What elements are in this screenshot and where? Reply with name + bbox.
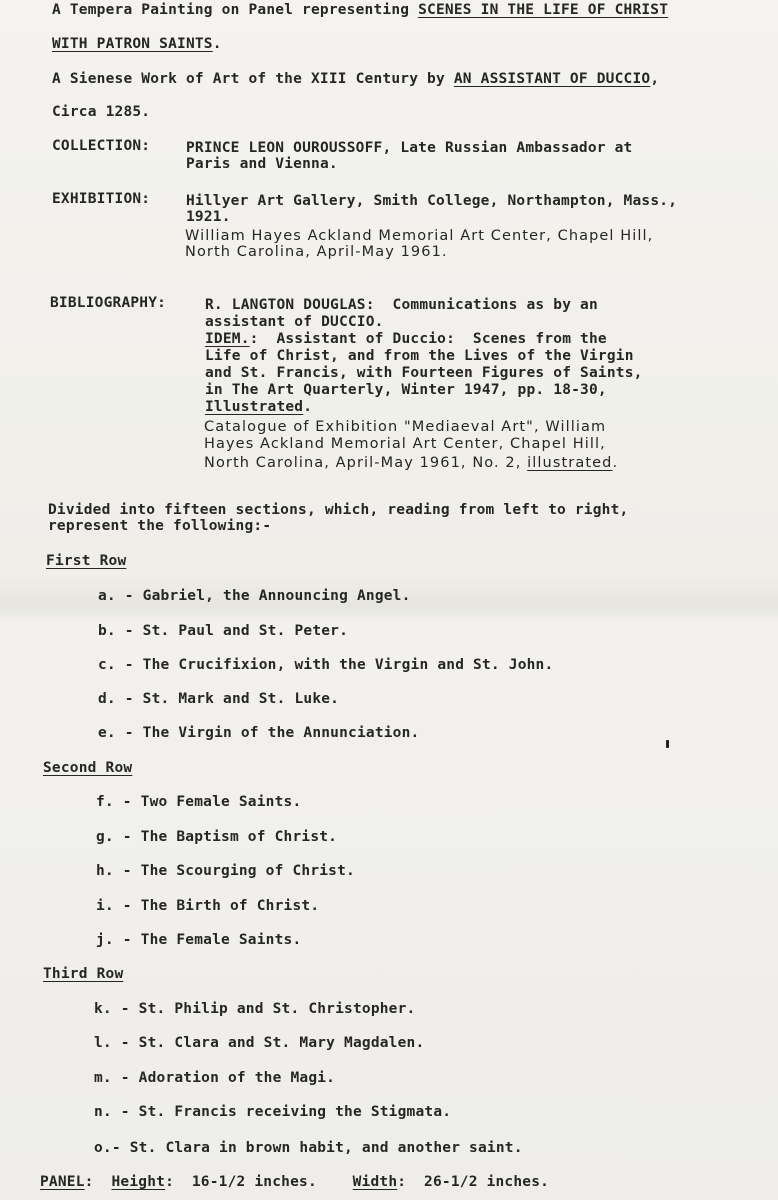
width-label: Width [352,1174,398,1190]
intro-line: represent the following:- [48,518,272,534]
header-line-2: WITH PATRON SAINTS. [52,36,222,52]
exhibition-label: EXHIBITION: [52,191,151,207]
painting-title-continued: WITH PATRON SAINTS [52,36,213,52]
row-heading: Second Row [43,760,133,776]
list-item: e. - The Virgin of the Annunciation. [98,725,420,741]
list-item: c. - The Crucifixion, with the Virgin and St. John. [98,657,554,673]
list-item: d. - St. Mark and St. Luke. [98,691,340,707]
list-item: i. - The Birth of Christ. [96,898,320,914]
header-line-3: A Sienese Work of Art of the XIII Century by AN ASSISTANT OF DUCCIO, [52,71,660,87]
bibliography-line: Life of Christ, and from the Lives of the Virgin [205,348,634,364]
exhibition-line: North Carolina, April-May 1961. [185,244,448,260]
exhibition-line: William Hayes Ackland Memorial Art Center, Chapel Hill, [185,228,654,244]
panel-label: PANEL [40,1174,85,1190]
intro-line: Divided into fifteen sections, which, reading from left to right, [48,502,629,518]
painting-title: SCENES IN THE LIFE OF CHRIST [418,2,669,18]
bibliography-line: North Carolina, April-May 1961, No. 2, illustrated. [204,455,619,471]
bibliography-line: assistant of DUCCIO. [205,314,384,330]
exhibition-line: 1921. [186,209,231,225]
collection-line: PRINCE LEON OUROUSSOFF, Late Russian Ambassador at [186,140,633,156]
list-item: h. - The Scourging of Christ. [96,863,355,879]
row-heading: Third Row [43,966,124,982]
panel-dimensions: PANEL: Height: 16-1/2 inches. Width: 26-1/2 inches. [40,1174,550,1190]
list-item: f. - Two Female Saints. [96,794,302,810]
list-item: n. - St. Francis receiving the Stigmata. [94,1104,452,1120]
list-item: j. - The Female Saints. [96,932,302,948]
bibliography-line: Illustrated. [205,399,313,415]
list-item: g. - The Baptism of Christ. [96,829,338,845]
bibliography-line: R. LANGTON DOUGLAS: Communications as by an [205,297,598,313]
artist-attribution: AN ASSISTANT OF DUCCIO [453,71,651,87]
bibliography-line: and St. Francis, with Fourteen Figures of Saints, [205,365,643,381]
row-heading: First Row [46,553,127,569]
height-label: Height [111,1174,166,1190]
bibliography-line: Catalogue of Exhibition "Mediaeval Art", William [204,419,607,435]
bibliography-label: BIBLIOGRAPHY: [50,295,167,311]
list-item: o.- St. Clara in brown habit, and another saint. [94,1140,523,1156]
list-item: b. - St. Paul and St. Peter. [98,623,349,639]
list-item: l. - St. Clara and St. Mary Magdalen. [94,1035,425,1051]
exhibition-line: Hillyer Art Gallery, Smith College, Northampton, Mass., [186,193,678,209]
bibliography-line: IDEM.: Assistant of Duccio: Scenes from the [205,331,607,347]
header-line-1: A Tempera Painting on Panel representing SCENES IN THE LIFE OF CHRIST [52,2,669,18]
collection-line: Paris and Vienna. [186,156,338,172]
list-item: a. - Gabriel, the Announcing Angel. [98,588,411,604]
collection-label: COLLECTION: [52,138,151,154]
bibliography-line: in The Art Quarterly, Winter 1947, pp. 18-30, [205,382,607,398]
ink-mark [666,740,669,748]
list-item: k. - St. Philip and St. Christopher. [94,1001,416,1017]
list-item: m. - Adoration of the Magi. [94,1070,336,1086]
date-line: Circa 1285. [52,104,151,120]
bibliography-line: Hayes Ackland Memorial Art Center, Chapel Hill, [204,436,606,452]
